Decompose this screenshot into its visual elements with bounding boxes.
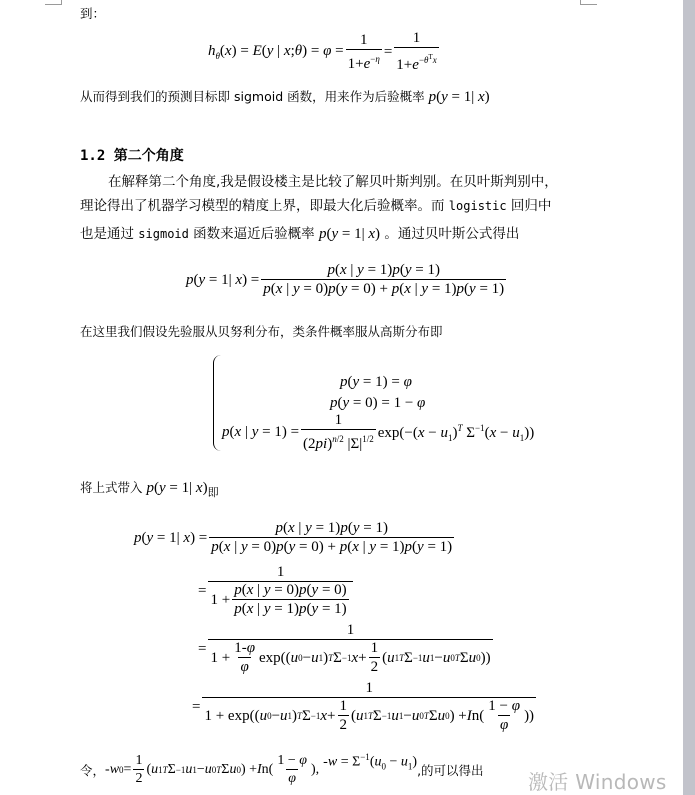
para2-line2-tail: 回归中	[510, 198, 552, 214]
page-corner-mark	[45, 0, 62, 5]
para4-text: 将上式带入	[80, 480, 143, 495]
equation-hypothesis: $h_\theta(x) = E(y$ | x;θ) = φ = $\frac{1}{1+e^{-\eta}}$ = $\frac{1}{1+e^{-\theta^Tx}}$	[208, 30, 437, 73]
para2-line1: 在解释第二个角度,我是假设楼主是比较了解贝叶斯判别。在贝叶斯判别中，	[108, 174, 558, 190]
para5-math-w: $-w = \Sigma^{-1}(u_0 - u_1)$	[323, 752, 418, 772]
gaussian-normalizer: $\frac{1}{(2pi)^{n/2} |\Sigma|^{1/2}}$	[303, 412, 374, 452]
eq4-step3: = 1 1 + $\frac{1-\varphi}{\varphi}$ exp(( u 0 − u 1 ) T Σ −1 x + $\frac{1}{2}$ ( u 1 T Σ −1 u 1 − u 0 T Σ u 0 ))	[198, 622, 491, 675]
para1-text: 从而得到我们的预测目标即 sigmoid 函数，用来作为后验概率	[80, 89, 425, 104]
para1-math: p(y = 1| x)	[428, 89, 490, 105]
eq2-lhs: p(y = 1| x) =	[186, 271, 260, 288]
eq1-lhs: $h_\theta(x) = E(y$ | x;θ) = φ =	[208, 43, 344, 61]
section-title: 第二个角度	[113, 148, 184, 164]
para2-line2-text: 理论得出了机器学习模型的精度上界，即最大化后验概率。而	[80, 198, 445, 214]
vertical-scrollbar[interactable]	[683, 0, 695, 795]
paragraph-definitions	[80, 752, 484, 788]
para2-line3-text: 也是通过	[80, 226, 134, 242]
para4-suffix: 即	[207, 486, 219, 499]
para5-prefix: 令，	[80, 763, 106, 778]
page-corner-mark	[580, 0, 597, 5]
eq4-step4: = 1 1 + exp(( u 0 − u 1 ) T Σ −1 x + $\frac{1}{2}$ ( u 1 T Σ −1 u 1 − u 0 T Σ u 0 ) + I n( $\frac{1 - \varphi}{\varphi}$ ))	[192, 680, 535, 733]
eq3-row2: p(y = 0) = 1 − φ	[330, 395, 426, 411]
para2-line3-tail: 。通过贝叶斯公式得出	[384, 226, 520, 242]
section-heading	[80, 145, 184, 165]
eq1-fraction-2: $\frac{1}{1+e^{-\theta^Tx}}$	[396, 30, 437, 73]
eq4-step2: = 1 1 + $\frac{p(x | y = 0)p(y = 0)}{p(x | y = 1)p(y = 1)}$	[198, 564, 355, 618]
activate-windows-watermark: 激活 Windows	[528, 770, 667, 794]
para5-suffix: ,的可以得出	[417, 763, 484, 778]
eq1-fraction-1: $\frac{1}{1+e^{-\eta}}$	[347, 31, 380, 72]
para2-line3-mid: 函数来逼近后验概率	[193, 226, 315, 242]
equation-bayes	[186, 262, 508, 298]
eq3-row1: p(y = 1) = φ	[340, 374, 412, 390]
paragraph-priors: 在这里我们假设先验服从贝努利分布，类条件概率服从高斯分布即	[80, 324, 443, 339]
para2-line2	[80, 194, 558, 218]
section-number: 1.2	[80, 148, 106, 164]
paragraph-substitute	[80, 478, 219, 497]
eq4-step1: p(y = 1| x) = $\frac{p(x | y = 1)p(y = 1)}{p(x | y = 0)p(y = 0) + p(x | y = 1)p(y = 1)}$	[134, 520, 453, 555]
intro-fragment: 到：	[80, 6, 106, 21]
eq3-row3: p(x | y = 1) = $\frac{1}{(2pi)^{n/2} |\Sigma|^{1/2}}$ $\exp(-(x - u_1)^T$ $\Sigma^{-1}(x - u_1)$)	[222, 412, 535, 452]
eq2-fraction: $\frac{p(x | y = 1)p(y = 1)}{p(x | y = 0)p(y = 0) + p(x | y = 1)p(y = 1)}$	[263, 262, 505, 297]
brace-left	[213, 355, 222, 451]
paragraph-sigmoid-target	[80, 87, 490, 106]
code-logistic: logistic	[448, 199, 507, 213]
para2-math: p(y = 1| x)	[318, 226, 381, 242]
para4-math: p(y = 1| x)	[146, 480, 208, 496]
paragraph-bayes-intro	[80, 170, 558, 246]
code-sigmoid: sigmoid	[138, 227, 189, 241]
para5-math-w0: - w 0 = $\frac{1}{2}$ ( u 1 T Σ −1 u 1 − u 0 T Σ u 0 ) + I n( $\frac{1 - \varphi}{\varphi}$ ),	[105, 753, 320, 786]
para2-line3	[80, 222, 558, 246]
